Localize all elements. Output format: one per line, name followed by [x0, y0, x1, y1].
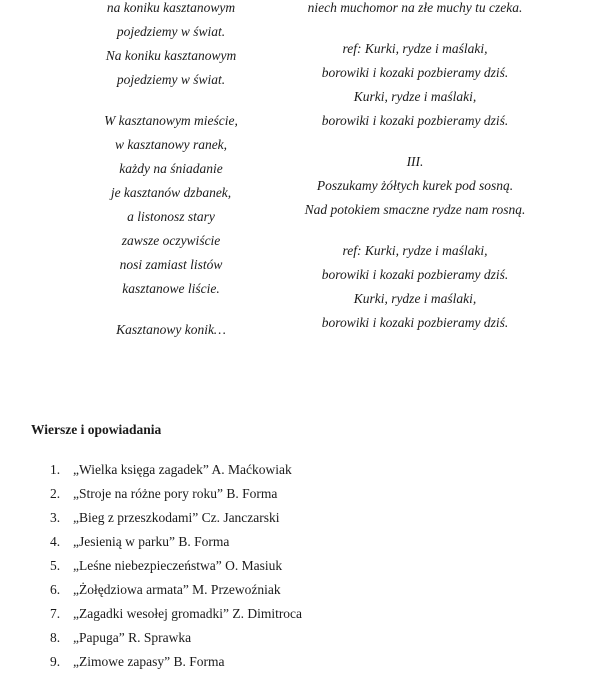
list-item [50, 486, 302, 510]
list-item [50, 462, 302, 486]
poem-line: Kurki, rydze i maślaki, [353, 89, 477, 104]
poem-line: nosi zamiast listów [119, 257, 223, 272]
stanza-gap [46, 96, 296, 113]
poem-line: ref: Kurki, rydze i maślaki, [342, 41, 488, 56]
list-item [50, 606, 302, 630]
list-item-text: „Zimowe zapasy” B. Forma [73, 654, 225, 669]
list-item [50, 534, 302, 558]
list-item [50, 510, 302, 534]
list-item-number: 9. [50, 654, 61, 669]
poem-line: Poszukamy żółtych kurek pod sosną. [316, 178, 514, 193]
section-title: Wiersze i opowiadania [31, 422, 162, 437]
poem-line: zawsze oczywiście [121, 233, 221, 248]
poem-line: Nad potokiem smaczne rydze nam rosną. [304, 202, 526, 217]
poem-line: pojedziemy w świat. [116, 72, 226, 87]
poem-line: pojedziemy w świat. [116, 24, 226, 39]
poem-line: na koniku kasztanowym [106, 0, 236, 15]
stanza-gap [46, 305, 296, 322]
poem-line: je kasztanów dzbanek, [110, 185, 232, 200]
list-item-number: 2. [50, 486, 61, 501]
poem-right-column [290, 0, 540, 339]
poem-line: borowiki i kozaki pozbieramy dziś. [321, 113, 509, 128]
poem-line: każdy na śniadanie [119, 161, 223, 176]
poem-left-column [46, 0, 296, 346]
poem-line: ref: Kurki, rydze i maślaki, [342, 243, 488, 258]
list-item-number: 4. [50, 534, 61, 549]
poem-line: III. [406, 154, 424, 169]
list-item-text: „Wielka księga zagadek” A. Maćkowiak [73, 462, 292, 477]
poem-line: niech muchomor na złe muchy tu czeka. [307, 0, 523, 15]
poem-line: Na koniku kasztanowym [105, 48, 237, 63]
list-item-text: „Stroje na różne pory roku” B. Forma [73, 486, 278, 501]
list-item-text: „Papuga” R. Sprawka [73, 630, 192, 645]
poem-line: borowiki i kozaki pozbieramy dziś. [321, 315, 509, 330]
poem-line: borowiki i kozaki pozbieramy dziś. [321, 65, 509, 80]
list-item-number: 5. [50, 558, 61, 573]
list-item [50, 582, 302, 606]
list-item [50, 558, 302, 582]
list-item-number: 8. [50, 630, 61, 645]
stanza-gap [290, 24, 540, 41]
poem-line: kasztanowe liście. [122, 281, 220, 296]
reading-list [50, 462, 302, 678]
list-item-text: „Bieg z przeszkodami” Cz. Janczarski [73, 510, 280, 525]
list-item-number: 7. [50, 606, 61, 621]
list-item [50, 654, 302, 678]
list-item-number: 1. [50, 462, 61, 477]
list-item-number: 6. [50, 582, 61, 597]
poem-line: W kasztanowym mieście, [104, 113, 238, 128]
list-item [50, 630, 302, 654]
stanza-gap [290, 137, 540, 154]
poem-line: w kasztanowy ranek, [114, 137, 228, 152]
list-item-text: „Leśne niebezpieczeństwa” O. Masiuk [73, 558, 283, 573]
poem-line: Kurki, rydze i maślaki, [353, 291, 477, 306]
poem-line: borowiki i kozaki pozbieramy dziś. [321, 267, 509, 282]
list-item-text: „Jesienią w parku” B. Forma [73, 534, 230, 549]
list-item-text: „Żołędziowa armata” M. Przewoźniak [73, 582, 281, 597]
list-item-number: 3. [50, 510, 61, 525]
stanza-gap [290, 226, 540, 243]
poem-line: Kasztanowy konik… [116, 322, 226, 337]
poem-line: a listonosz stary [127, 209, 215, 224]
list-item-text: „Zagadki wesołej gromadki” Z. Dimitroca [73, 606, 303, 621]
